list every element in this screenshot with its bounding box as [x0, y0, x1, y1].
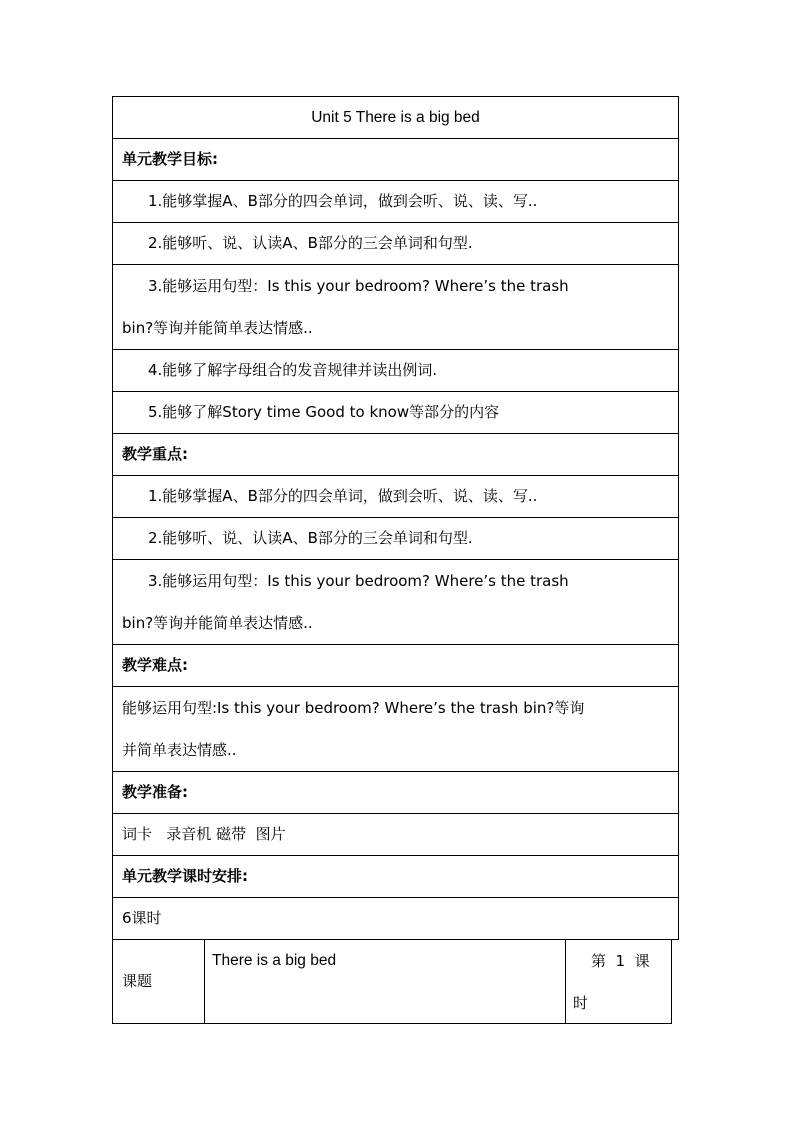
key-point-row-1 — [112, 475, 679, 518]
lesson-topic: There is a big bed — [212, 952, 337, 969]
lesson-table — [112, 939, 672, 1024]
goal-row-1 — [112, 180, 679, 223]
key-point-item: 3.能够运用句型：Is this your bedroom? Where’s the trash — [148, 572, 569, 590]
goal-row-4 — [112, 349, 679, 392]
key-points-heading-row — [112, 433, 679, 476]
schedule-heading: 单元教学课时安排: — [122, 867, 248, 885]
goal-item: 1.能够掌握A、B部分的四会单词，做到会听、说、读、写.. — [148, 192, 538, 210]
preparation-heading: 教学准备: — [122, 783, 188, 801]
difficulties-heading: 教学难点: — [122, 656, 188, 674]
key-point-item: 1.能够掌握A、B部分的四会单词，做到会听、说、读、写.. — [148, 487, 538, 505]
difficulties-heading-row — [112, 644, 679, 687]
goal-item-continued: bin?等询并能简单表达情感.. — [122, 319, 313, 337]
goal-item: 3.能够运用句型：Is this your bedroom? Where’s the trash — [148, 277, 569, 295]
schedule-text: 6课时 — [122, 909, 162, 927]
goal-row-5 — [112, 391, 679, 434]
preparation-row — [112, 813, 679, 856]
lesson-topic-cell — [204, 940, 566, 1023]
unit-goals-heading-row — [112, 138, 679, 181]
unit-goals-heading: 单元教学目标: — [122, 150, 218, 168]
goal-item: 5.能够了解Story time Good to know等部分的内容 — [148, 403, 500, 421]
goal-row-2 — [112, 222, 679, 265]
preparation-text: 词卡 录音机 磁带 图片 — [122, 825, 286, 843]
key-point-row-2 — [112, 517, 679, 560]
key-point-item-continued: bin?等询并能简单表达情感.. — [122, 614, 313, 632]
lesson-period-line1: 第 1 课 — [591, 952, 650, 970]
goal-row-3 — [112, 264, 679, 350]
title-row — [112, 96, 679, 139]
key-point-item: 2.能够听、说、认读A、B部分的三会单词和句型. — [148, 529, 473, 547]
schedule-row — [112, 897, 679, 940]
lesson-period-cell — [565, 940, 671, 1023]
difficulties-line: 能够运用句型:Is this your bedroom? Where’s the trash bin?等询 — [122, 699, 585, 717]
difficulties-row — [112, 686, 679, 772]
goal-item: 4.能够了解字母组合的发音规律并读出例词. — [148, 361, 438, 379]
preparation-heading-row — [112, 771, 679, 814]
lesson-label: 课题 — [122, 972, 153, 990]
lesson-period-line2: 时 — [573, 994, 589, 1012]
difficulties-line: 并简单表达情感.. — [122, 741, 237, 759]
key-points-heading: 教学重点: — [122, 445, 188, 463]
key-point-row-3 — [112, 559, 679, 645]
schedule-heading-row — [112, 855, 679, 898]
lesson-label-cell — [113, 940, 205, 1023]
goal-item: 2.能够听、说、认读A、B部分的三会单词和句型. — [148, 234, 473, 252]
unit-title: Unit 5 There is a big bed — [311, 109, 480, 126]
